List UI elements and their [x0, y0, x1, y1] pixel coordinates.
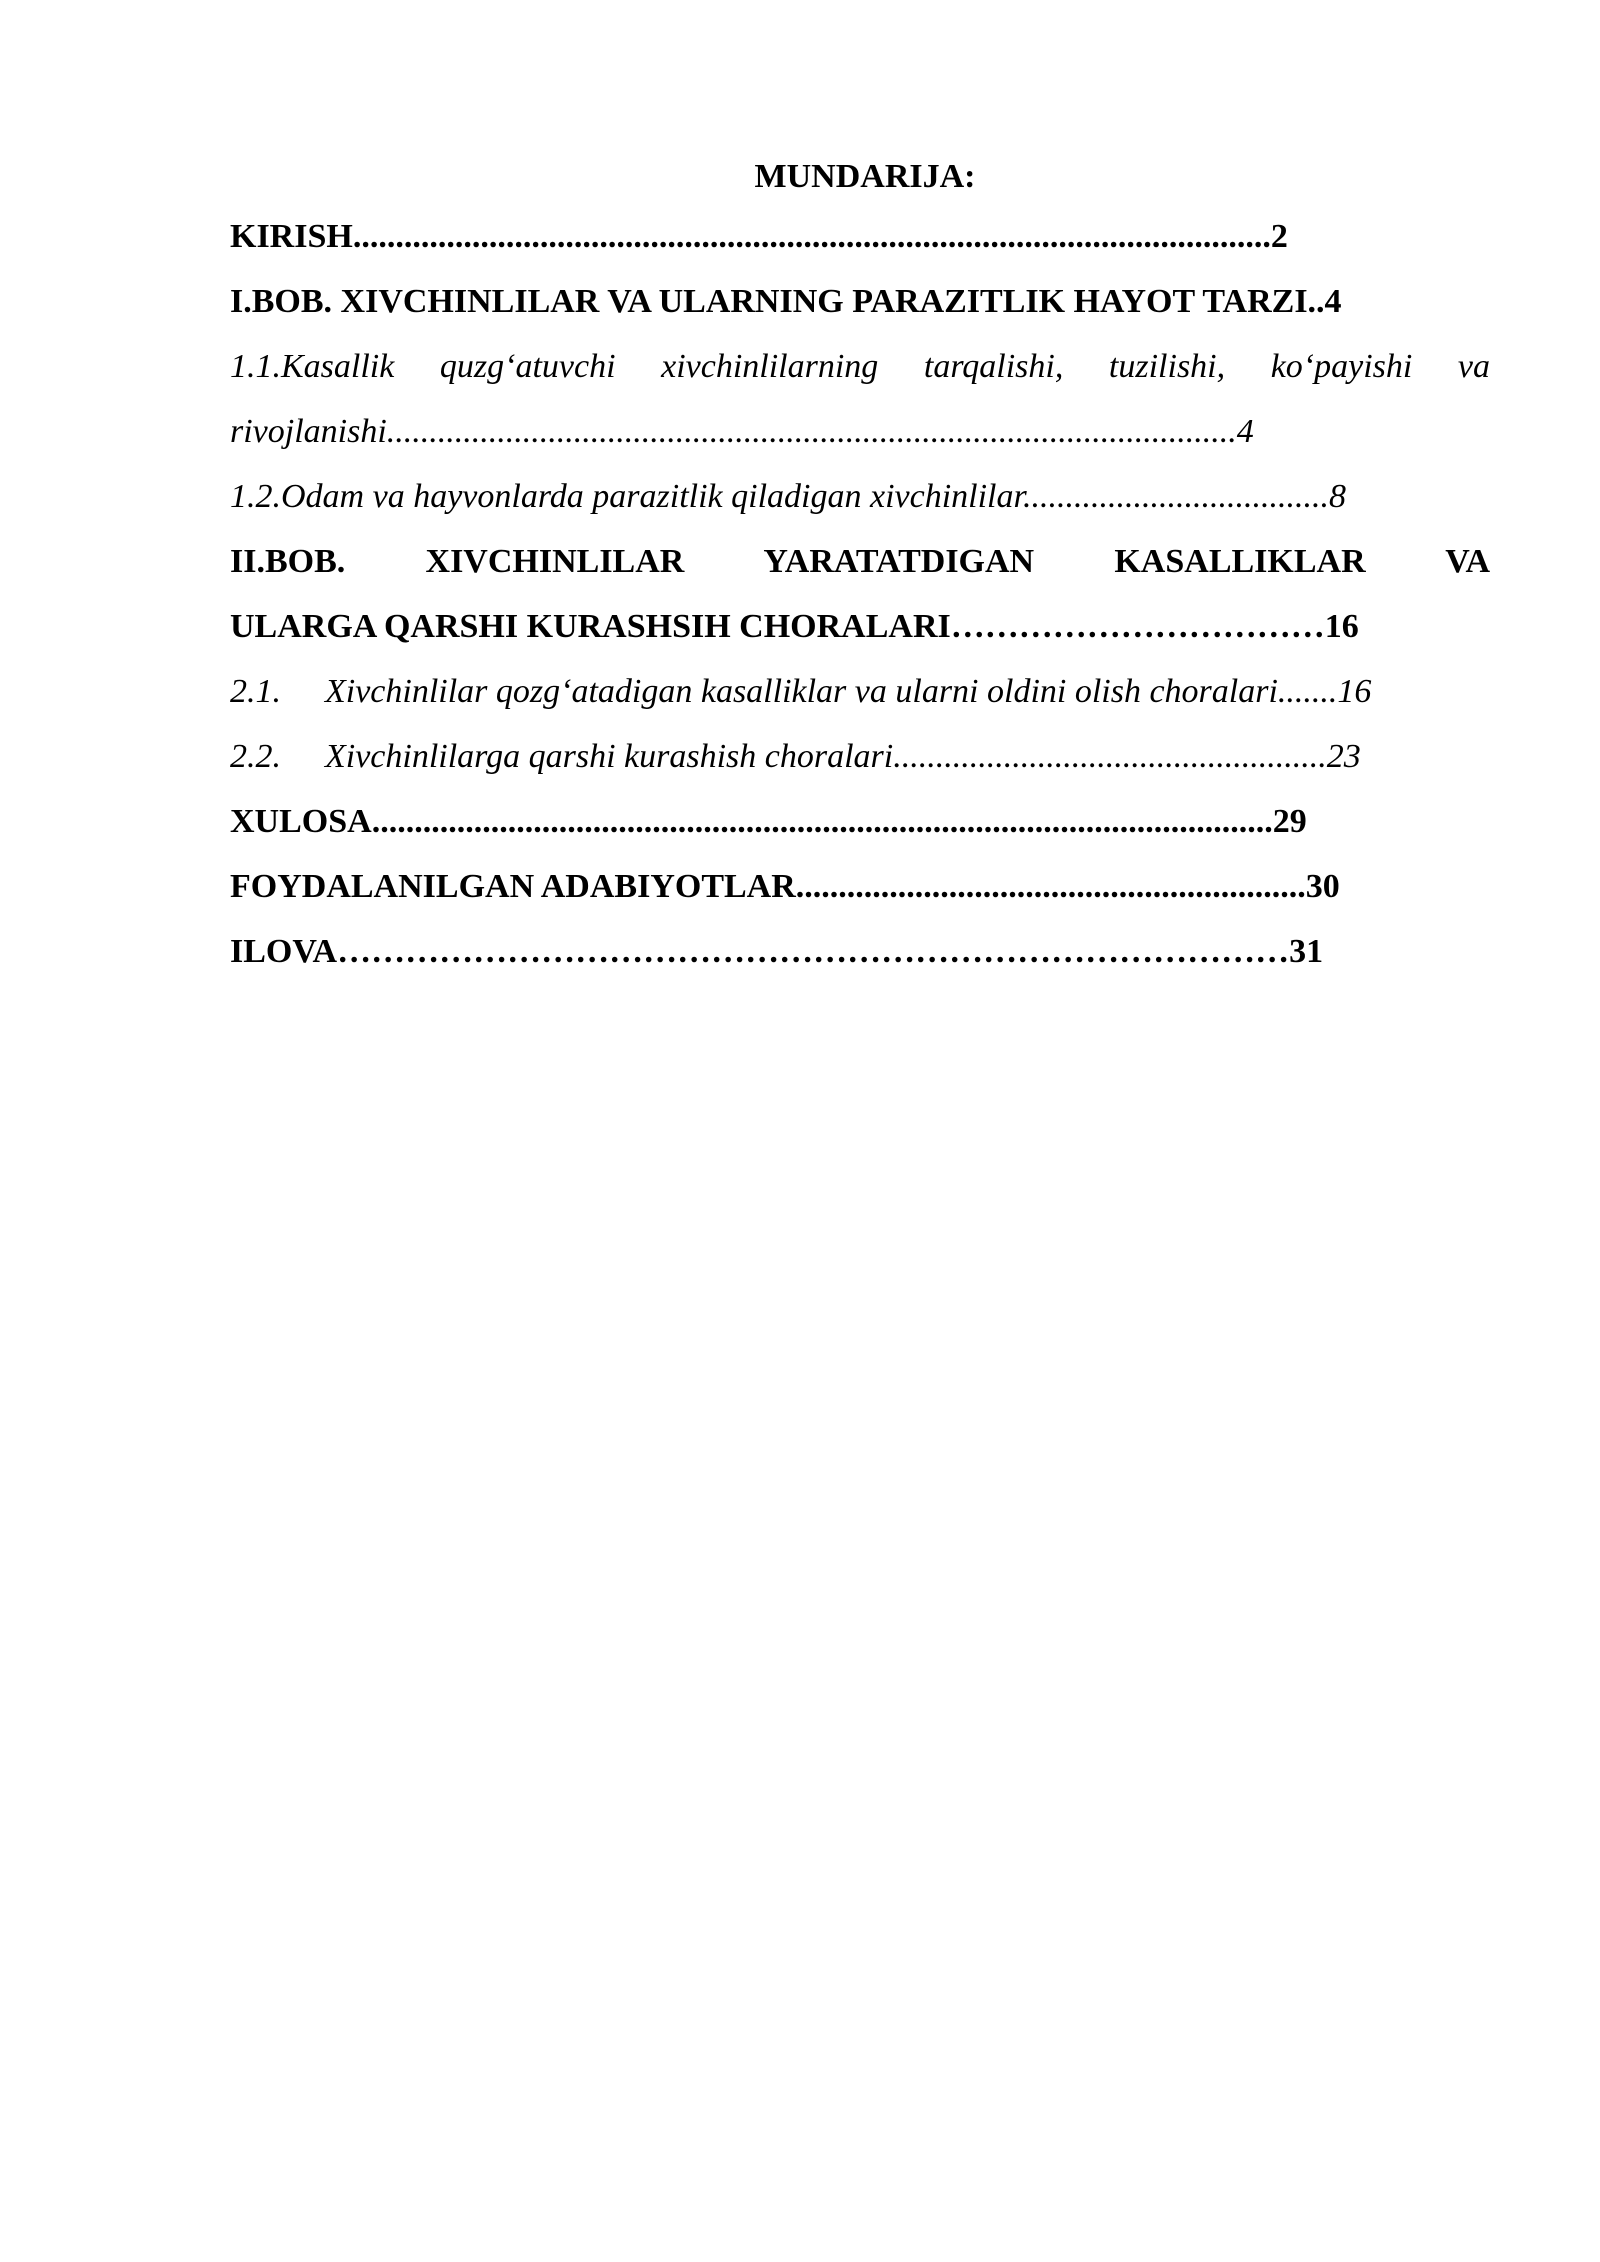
- toc-entry-section-2-2: [230, 724, 1490, 789]
- toc-section-title: Xivchinlilar qozg‘atadigan kasalliklar va ularni oldini olish choralari.......16: [325, 673, 1372, 710]
- toc-entry-chapter-2-line-1: II.BOB. XIVCHINLILAR YARATATDIGAN KASALLIKLAR VA: [230, 543, 1490, 580]
- toc-section-number: 2.2.: [230, 738, 281, 775]
- toc-title: MUNDARIJA:: [754, 158, 976, 195]
- toc-entry-section-1-1-line-2: rivojlanishi....................................................................................................4: [230, 413, 1254, 450]
- toc-section-title: Xivchinlilarga qarshi kurashish choralari...................................................23: [325, 738, 1361, 775]
- toc-entry-adabiyotlar: FOYDALANILGAN ADABIYOTLAR............................................................30: [230, 868, 1340, 905]
- toc-entry-kirish: KIRISH............................................................................................................2: [230, 218, 1288, 255]
- toc-entry-section-1-1-line-1: 1.1.Kasallik quzg‘atuvchi xivchinlilarning tarqalishi, tuzilishi, ko‘payishi va: [230, 348, 1490, 385]
- toc-entry-section-2-1: [230, 659, 1490, 724]
- toc-entry-section-1-2: 1.2.Odam va hayvonlarda parazitlik qiladigan xivchinlilar....................................8: [230, 478, 1346, 515]
- toc-entry-chapter-1: I.BOB. XIVCHINLILAR VA ULARNING PARAZITLIK HAYOT TARZI..4: [230, 283, 1342, 320]
- toc-entry-chapter-2-line-2: ULARGA QARSHI KURASHSIH CHORALARI……………………………16: [230, 608, 1359, 645]
- toc-section-number: 2.1.: [230, 673, 281, 710]
- toc-entry-ilova: ILOVA…………………………………………………………………………31: [230, 933, 1324, 970]
- table-of-contents: [230, 150, 1490, 984]
- toc-entry-xulosa: XULOSA..........................................................................................................29: [230, 803, 1307, 840]
